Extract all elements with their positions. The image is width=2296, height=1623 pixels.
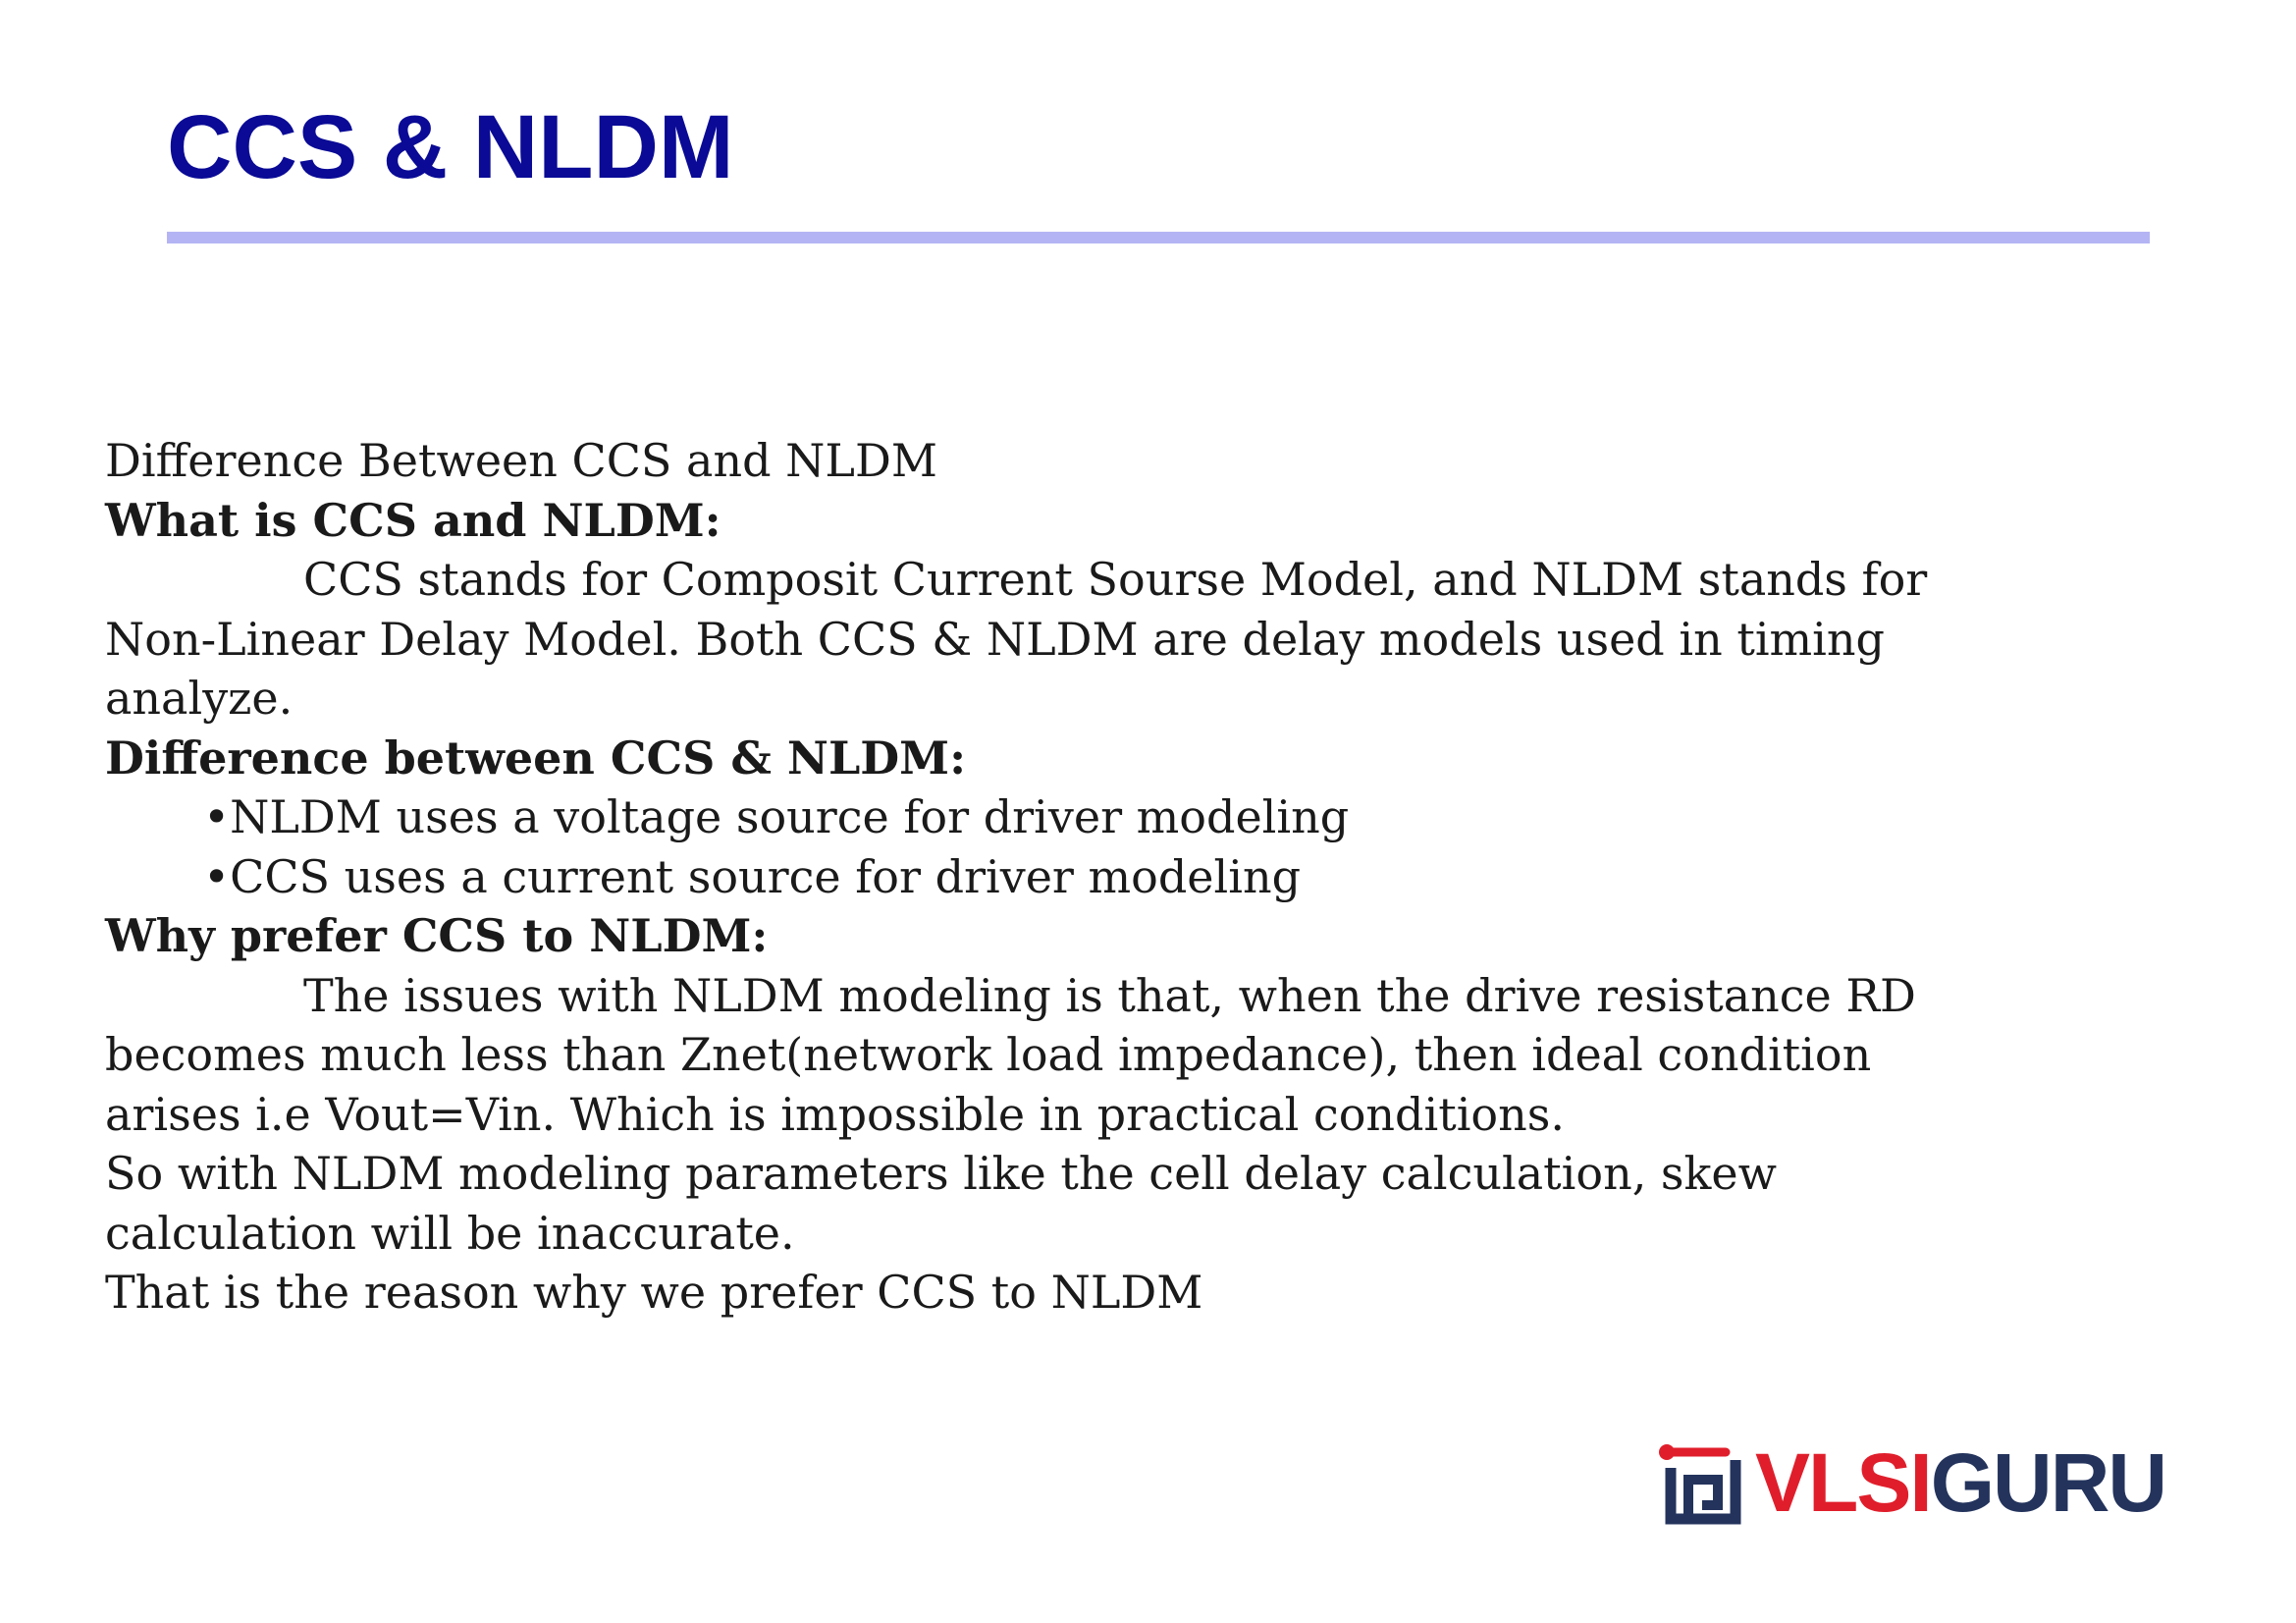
body-line: calculation will be inaccurate. — [105, 1206, 795, 1260]
body-line: Non-Linear Delay Model. Both CCS & NLDM are delay models used in timing — [105, 612, 1885, 666]
logo-text-guru: GURU — [1930, 1436, 2166, 1529]
body-line: CCS stands for Composit Current Sourse Model, and NLDM stands for — [303, 553, 1928, 606]
vlsiguru-logo — [1657, 1438, 2169, 1527]
section-heading-what-is: What is CCS and NLDM: — [105, 493, 721, 547]
section-heading-difference: Difference between CCS & NLDM: — [105, 730, 967, 784]
body-line: arises i.e Vout=Vin. Which is impossible in practical conditions. — [105, 1087, 1565, 1141]
slide-body — [105, 431, 1970, 1323]
bullet-item-ccs: •CCS uses a current source for driver modeling — [203, 849, 1302, 903]
body-line: analyze. — [105, 672, 294, 725]
vlsiguru-wordmark — [1755, 1438, 2165, 1527]
title-underline — [167, 232, 2150, 243]
logo-text-vlsi: VLSI — [1755, 1436, 1931, 1529]
vlsiguru-logo-mark-icon — [1657, 1438, 1743, 1527]
section-heading-why-prefer: Why prefer CCS to NLDM: — [105, 909, 769, 962]
body-line-conclusion: That is the reason why we prefer CCS to NLDM — [105, 1266, 1203, 1319]
body-line: So with NLDM modeling parameters like the cell delay calculation, skew — [105, 1147, 1778, 1200]
body-line: The issues with NLDM modeling is that, when the drive resistance RD — [303, 968, 1916, 1022]
body-line-heading: Difference Between CCS and NLDM — [105, 434, 937, 487]
bullet-item-nldm: •NLDM uses a voltage source for driver modeling — [203, 790, 1350, 843]
slide-title: CCS & NLDM — [167, 97, 734, 197]
body-line: becomes much less than Znet(network load impedance), then ideal condition — [105, 1028, 1872, 1081]
